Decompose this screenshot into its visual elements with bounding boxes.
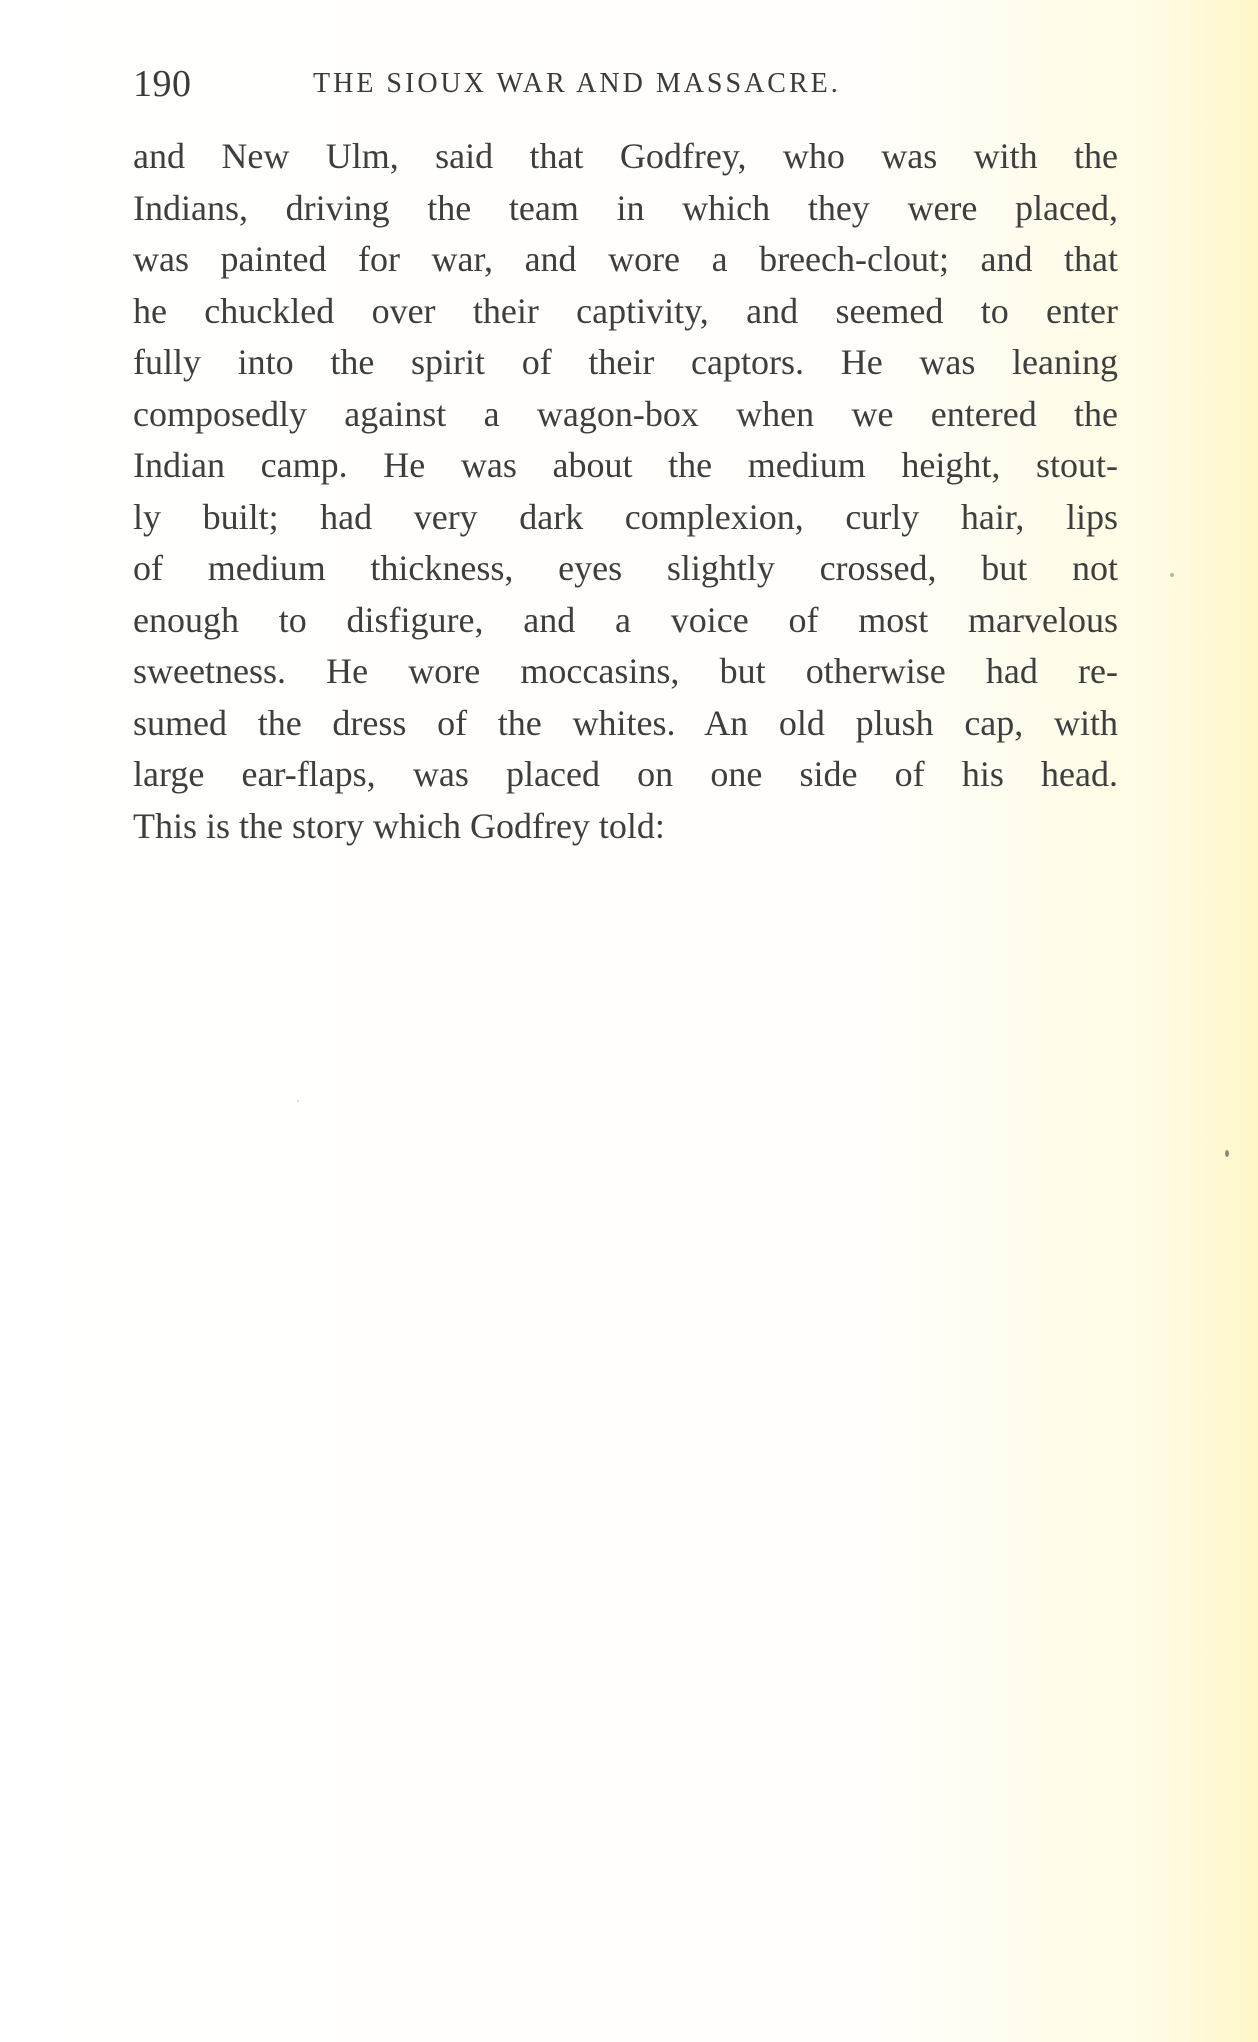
text-line: fully into the spirit of their captors. He was leaning	[133, 342, 1118, 382]
text-line: sumed the dress of the whites. An old plush cap, with	[133, 702, 1118, 743]
text-line: enough to disfigure, and a voice of most marvelous	[133, 599, 1118, 640]
page-header	[133, 62, 1118, 105]
text-line: Indian camp. He was about the medium height, stout-	[133, 445, 1118, 485]
paper-speck	[1225, 1150, 1229, 1157]
text-line: composedly against a wagon-box when we entered the	[133, 393, 1118, 434]
text-line: he chuckled over their captivity, and seemed to enter	[133, 290, 1118, 331]
paper-speck	[297, 1100, 299, 1102]
paper-speck	[1170, 573, 1174, 577]
text-line: large ear-flaps, was placed on one side of his head.	[133, 754, 1118, 794]
text-line-last: This is the story which Godfrey told:	[133, 805, 665, 846]
text-line: ly built; had very dark complexion, curly hair, lips	[133, 496, 1118, 537]
text-line: sweetness. He wore moccasins, but otherwise had re-	[133, 651, 1118, 691]
running-head: THE SIOUX WAR AND MASSACRE.	[313, 68, 841, 99]
page-number: 190	[133, 63, 192, 105]
body-paragraph	[133, 131, 1118, 852]
text-line: Indians, driving the team in which they were placed,	[133, 187, 1118, 228]
text-line: of medium thickness, eyes slightly crossed, but not	[133, 548, 1118, 588]
text-line: and New Ulm, said that Godfrey, who was with the	[133, 136, 1118, 176]
text-line: was painted for war, and wore a breech-clout; and that	[133, 239, 1118, 279]
